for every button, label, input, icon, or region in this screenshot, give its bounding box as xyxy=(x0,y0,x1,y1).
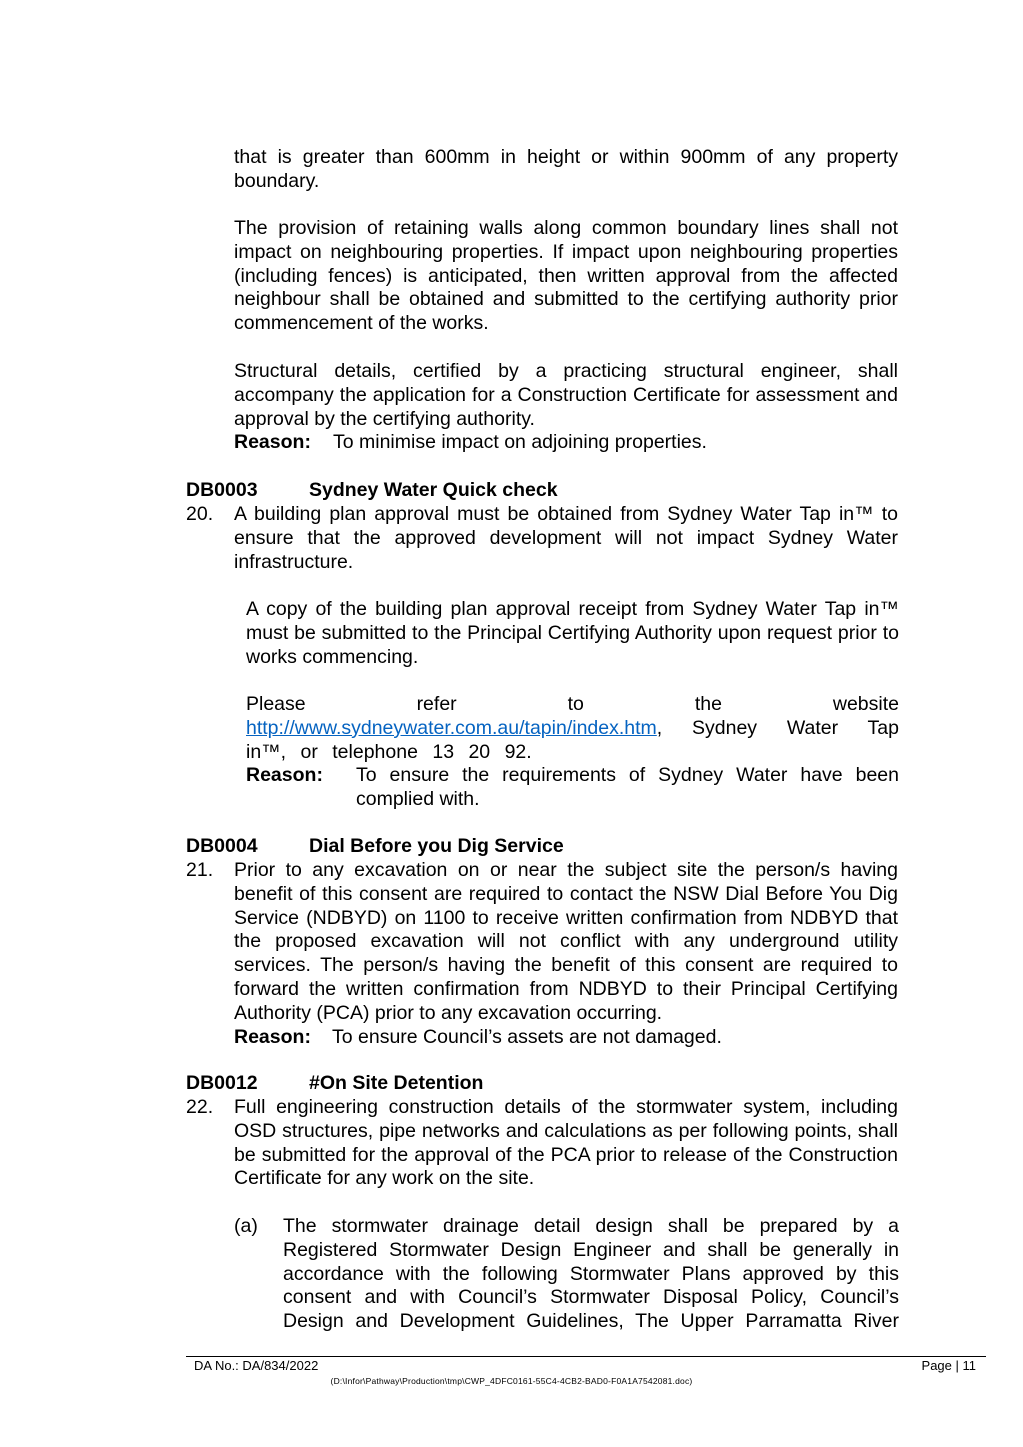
sub-item-text: The stormwater drainage detail design shall be prepared by a Registered Stormwater Design Engineer and shall be generally in accordance with the following Stormwater Plans approved by this consent and with Council’s Stormwater Disposal Policy, Council’s Design and Development Guidelines, The Upper Parramatta River xyxy=(283,1215,899,1333)
condition-title: Sydney Water Quick check xyxy=(309,479,558,501)
condition-number: 22. xyxy=(186,1096,214,1118)
retaining-wall-paragraph xyxy=(234,146,898,194)
condition-code: DB0012 xyxy=(186,1072,258,1094)
condition-code: DB0004 xyxy=(186,835,258,857)
word: the xyxy=(694,693,722,715)
condition-heading-db0003 xyxy=(186,479,558,503)
reason-text: To ensure Council’s assets are not damaged. xyxy=(332,1025,722,1048)
reason-row xyxy=(234,1026,898,1050)
footer-da-number: DA No.: DA/834/2022 xyxy=(194,1358,319,1373)
sub-item-label: (a) xyxy=(234,1215,258,1237)
condition-number: 20. xyxy=(186,503,214,525)
footer-file-path: (D:\Infor\Pathway\Production\tmp\CWP_4DFC0161-55C4-4CB2-BAD0-F0A1A7542081.doc) xyxy=(330,1376,693,1386)
condition-title: #On Site Detention xyxy=(309,1072,484,1094)
reason-text: To minimise impact on adjoining properties. xyxy=(333,431,707,454)
condition-heading-db0004 xyxy=(186,835,564,859)
paragraph: Full engineering construction details of the stormwater system, including OSD structures, pipe networks and calculations as per following points, shall be submitted for the approval of the PCA prior to release of the Construction Certificate for any work on the site. xyxy=(234,1096,898,1190)
condition-code: DB0003 xyxy=(186,479,258,501)
reason-label: Reason: xyxy=(246,764,323,787)
dial-before-you-dig-paragraph xyxy=(234,859,898,1049)
paragraph: A building plan approval must be obtained from Sydney Water Tap in™ to ensure that the approved development will not impact Sydney Water infrastructure. xyxy=(234,503,898,573)
reason-row xyxy=(246,764,899,812)
word: Please xyxy=(246,693,306,715)
footer-rule xyxy=(186,1356,986,1357)
reason-label: Reason: xyxy=(234,431,311,454)
reason-label: Reason: xyxy=(234,1025,311,1048)
stormwater-paragraph xyxy=(234,1096,898,1191)
reason-text: To ensure the requirements of Sydney Water have been complied with. xyxy=(356,764,899,811)
condition-title: Dial Before you Dig Service xyxy=(309,835,564,857)
sub-item-a xyxy=(234,1215,899,1334)
word: to xyxy=(567,693,584,715)
paragraph: Structural details, certified by a practicing structural engineer, shall accompany the application for a Construction Certificate for assessment and approval by the certifying authority. xyxy=(234,360,898,430)
website-paragraph xyxy=(246,693,899,812)
paragraph: The provision of retaining walls along common boundary lines shall not impact on neighbouring properties. If impact upon neighbouring properties (including fences) is anticipated, then written approval from the affected neighbour shall be obtained and submitted to the certifying authority prior commencement of the works. xyxy=(234,217,898,335)
footer-page-number: Page | 11 xyxy=(921,1358,976,1373)
approval-receipt-paragraph xyxy=(246,598,899,669)
paragraph: that is greater than 600mm in height or within 900mm of any property boundary. xyxy=(234,146,898,192)
paragraph: Prior to any excavation on or near the subject site the person/s having benefit of this consent are required to contact the NSW Dial Before You Dig Service (NDBYD) on 1100 to receive written confirmation from NDBYD that the proposed excavation will not conflict with any underground utility services. The person/s having the benefit of this consent are required to forward the written confirmation from NDBYD to their Principal Certifying Authority (PCA) prior to any excavation occurring. xyxy=(234,859,898,1024)
condition-heading-db0012 xyxy=(186,1072,483,1096)
tap-in-paragraph xyxy=(234,503,898,574)
word: refer xyxy=(416,693,457,715)
structural-details-paragraph xyxy=(234,360,898,455)
sydney-water-link[interactable]: http://www.sydneywater.com.au/tapin/index.htm xyxy=(246,716,657,739)
link-paragraph xyxy=(246,717,899,765)
link-trailing-text: , Sydney Water Tap in™, or telephone 13 20 92. xyxy=(246,716,899,763)
reason-row xyxy=(234,431,898,455)
word: website xyxy=(832,693,899,715)
paragraph: A copy of the building plan approval receipt from Sydney Water Tap in™ must be submitted to the Principal Certifying Authority upon request prior to works commencing. xyxy=(246,598,899,668)
neighbour-impact-paragraph xyxy=(234,217,898,336)
please-refer-line xyxy=(246,693,899,717)
condition-number: 21. xyxy=(186,859,214,881)
